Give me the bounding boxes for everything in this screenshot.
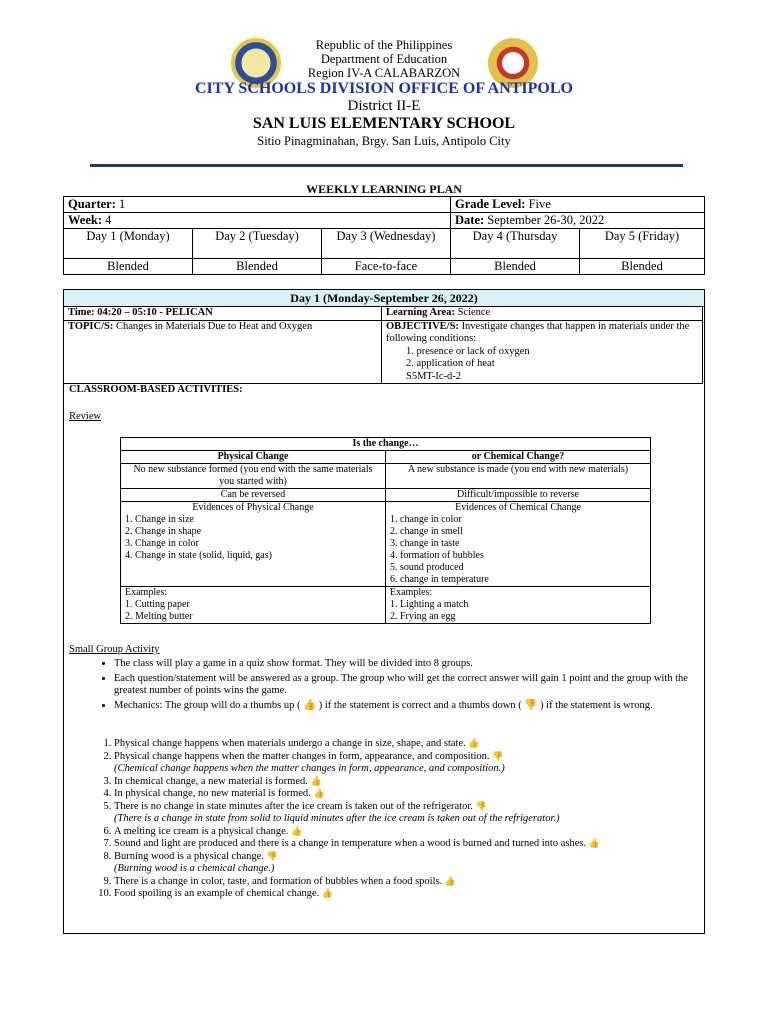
day-header: Day 4 (Thursday [451,229,580,259]
thumbs-up-icon: 👍 [310,776,322,787]
header-department: Department of Education [320,52,448,66]
quiz-item: 1. Physical change happens when materials undergo a change in size, shape, and state. 👍 [114,738,700,751]
example-item: 1. Lighting a match [390,599,469,610]
day-plan [63,289,705,934]
delivery-mode: Face-to-face [322,259,451,275]
header-division: CITY SCHOOLS DIVISION OFFICE OF ANTIPOLO [195,80,573,97]
chemical-head: or Chemical Change? [386,451,651,464]
physical-examples: Examples: 1. Cutting paper 2. Melting butter [121,587,386,624]
thumbs-up-icon: 👍 [444,876,457,887]
thumbs-up-icon: 👍 [313,789,325,799]
chemical-examples: Examples: 1. Lighting a match 2. Frying an egg [386,587,651,624]
grade-cell: Grade Level: Five [451,197,705,213]
thumbs-down-icon: 👎 [492,751,504,762]
quiz-item: 7. Sound and light are produced and there is a change in temperature when a wood is burned and turned into ashes. 👍 [114,838,700,851]
header-address: Sitio Pinagminahan, Brgy. San Luis, Antipolo City [257,134,511,148]
objective-cell: OBJECTIVE/S: Investigate changes that happen in materials under the following conditions: 1. presence or lack of oxygen 2. application of heat S5MT-Ic-d-2 [382,320,703,384]
topic-cell: TOPIC/S: Changes in Materials Due to Heat and Oxygen [64,320,382,384]
correction-note: (There is a change in state from solid to liquid minutes after the ice cream is taken out of the refrigerator.) [114,813,560,824]
chemical-row2: Difficult/impossible to reverse [386,489,651,502]
review-table [120,437,651,624]
thumbs-up-icon: 👍 [321,889,334,899]
document-title: WEEKLY LEARNING PLAN [306,182,462,196]
time-cell: Time: 04:20 – 05:10 - PELICAN [64,307,382,320]
quarter-cell: Quarter: 1 [64,197,451,213]
day-band: Day 1 (Monday-September 26, 2022) [64,290,704,307]
evidence-item: 1. change in color [390,514,462,525]
objective-item: 1. presence or lack of oxygen [406,345,530,357]
week-cell: Week: 4 [64,213,451,229]
thumbs-up-icon: 👍 [290,826,303,837]
quiz-item: 2. Physical change happens when the matter changes in form, appearance, and composition. 👎 (Chemical change happens when the matter changes in form, appearance, and composition.) [114,751,700,776]
evidence-item: 6. change in temperature [390,574,489,585]
evidence-item: 2. change in smell [390,526,463,537]
correction-note: (Burning wood is a chemical change.) [114,863,275,874]
mechanics-list [64,658,700,714]
mechanics-item: • The class will play a game in a quiz show format. They will be divided into 8 groups. [114,658,700,671]
header-region: Region IV-A CALABARZON [307,66,461,80]
delivery-mode: Blended [193,259,322,275]
thumbs-up-icon: 👍 [468,739,480,749]
quiz-item: 5. There is no change in state minutes after the ice cream is taken out of the refrigerator. 👎 (There is a change in state from solid to liquid minutes after the ice cream is taken out of the refrigerator.) [114,801,700,826]
evidence-item: 4. formation of bubbles [390,550,484,561]
area-cell: Learning Area: Science [382,307,703,320]
physical-row2: Can be reversed [121,489,386,502]
delivery-mode: Blended [64,259,193,275]
quiz-list [64,738,700,901]
chemical-evidences: Evidences of Chemical Change 1. change in color 2. change in smell 3. change in taste 4. formation of bubbles 5. sound produced 6. change in temperature [386,502,651,587]
mechanics-item: • Mechanics: The group will do a thumbs up ( 👍 ) if the statement is correct and a thumbs down ( 👎 ) if the statement is wrong. [114,700,700,713]
day-header: Day 2 (Tuesday) [193,229,322,259]
evidence-item: 1. Change in size [125,514,194,525]
evidence-item: 2. Change in shape [125,526,202,537]
thumbs-down-icon: 👎 [475,801,487,812]
evidence-item: 4. Change in state (solid, liquid, gas) [125,550,272,561]
plan-header-table [63,307,703,384]
competency-code: S5MT-Ic-d-2 [406,370,462,382]
info-table [63,196,705,275]
mechanics-item: • Each question/statement will be answered as a group. The group who will get the correct answer will gain 1 point and the group with the greatest number of points wins the game. [114,673,700,698]
thumbs-up-icon: 👍 [588,839,600,849]
chemical-row1: A new substance is made (you end with new materials) [386,464,651,489]
example-item: 2. Melting butter [125,611,193,622]
delivery-mode: Blended [580,259,705,275]
quiz-item: 4. In physical change, no new material is formed. 👍 [114,788,700,801]
date-cell: Date: September 26-30, 2022 [451,213,705,229]
day-header: Day 5 (Friday) [580,229,705,259]
header-school: SAN LUIS ELEMENTARY SCHOOL [252,115,516,132]
day-header: Day 3 (Wednesday) [322,229,451,259]
review-title: Is the change… [121,438,651,451]
review-heading: Review [69,411,102,422]
header-district: District II-E [347,98,421,114]
example-item: 1. Cutting paper [125,599,190,610]
evidence-item: 5. sound produced [390,562,464,573]
header-republic: Republic of the Philippines [315,38,453,52]
delivery-mode: Blended [451,259,580,275]
physical-head: Physical Change [121,451,386,464]
day-header: Day 1 (Monday) [64,229,193,259]
activities-heading: CLASSROOM-BASED ACTIVITIES: [69,384,243,395]
quiz-item: 6. A melting ice cream is a physical change. 👍 [114,826,700,839]
evidence-item: 3. change in taste [390,538,460,549]
small-group-heading: Small Group Activity [69,644,160,655]
physical-row1: No new substance formed (you end with the same materials you started with) [121,464,386,489]
objective-item: 2. application of heat [406,358,495,369]
thumbs-down-icon: 👎 [266,851,278,862]
quiz-item: 10. Food spoiling is an example of chemical change. 👍 [114,888,700,901]
quiz-item: 8. Burning wood is a physical change. 👎 (Burning wood is a chemical change.) [114,851,700,876]
physical-evidences: Evidences of Physical Change 1. Change in size 2. Change in shape 3. Change in color 4. Change in state (solid, liquid, gas) [121,502,386,587]
evidence-item: 3. Change in color [125,538,199,549]
example-item: 2. Frying an egg [390,611,456,622]
header-divider [90,164,683,167]
quiz-item: 9. There is a change in color, taste, and formation of bubbles when a food spoils. 👍 [114,876,700,889]
quiz-item: 3. In chemical change, a new material is formed. 👍 [114,776,700,789]
correction-note: (Chemical change happens when the matter changes in form, appearance, and composition.) [114,763,505,774]
